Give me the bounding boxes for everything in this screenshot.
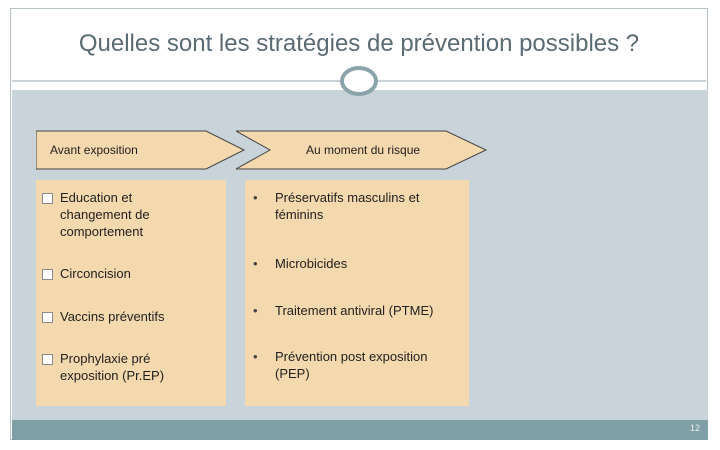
list-item	[38, 350, 224, 384]
list-item-label: Microbicides	[275, 256, 348, 271]
list-item	[38, 308, 224, 327]
list-item-label: Traitement antiviral (PTME)	[275, 303, 434, 318]
page-number: 12	[689, 423, 700, 433]
chevron-label-avant: Avant exposition	[50, 143, 138, 157]
chevron-au-moment-du-risque	[236, 130, 488, 170]
slide-title: Quelles sont les stratégies de prévention possibles ?	[78, 30, 640, 57]
footer-bar	[12, 420, 708, 440]
list-item	[245, 255, 467, 272]
bullet-icon: •	[253, 303, 258, 318]
list-item-label: Education et changement de comportement	[60, 190, 150, 239]
checkbox-square-icon	[38, 308, 60, 327]
list-item	[38, 265, 224, 284]
list-item-label: Prévention post exposition (PEP)	[275, 349, 428, 381]
checkbox-square-icon	[38, 350, 60, 384]
list-item-label: Vaccins préventifs	[60, 309, 165, 324]
bullet-icon: •	[253, 190, 258, 205]
bullet-icon: •	[253, 349, 258, 364]
list-item-label: Circoncision	[60, 266, 131, 281]
bullet-icon: •	[253, 256, 258, 271]
chevron-label-moment: Au moment du risque	[306, 143, 421, 157]
list-item	[245, 189, 467, 223]
checkbox-square-icon	[38, 189, 60, 240]
checkbox-square-icon	[38, 265, 60, 284]
list-item	[38, 189, 224, 240]
list-item-label: Prophylaxie pré exposition (Pr.EP)	[60, 351, 165, 383]
chevron-avant-exposition	[36, 130, 246, 170]
decorative-circle-icon	[340, 66, 378, 96]
list-item	[245, 302, 467, 319]
list-item-label: Préservatifs masculins et féminins	[275, 190, 420, 222]
list-item	[245, 348, 467, 382]
